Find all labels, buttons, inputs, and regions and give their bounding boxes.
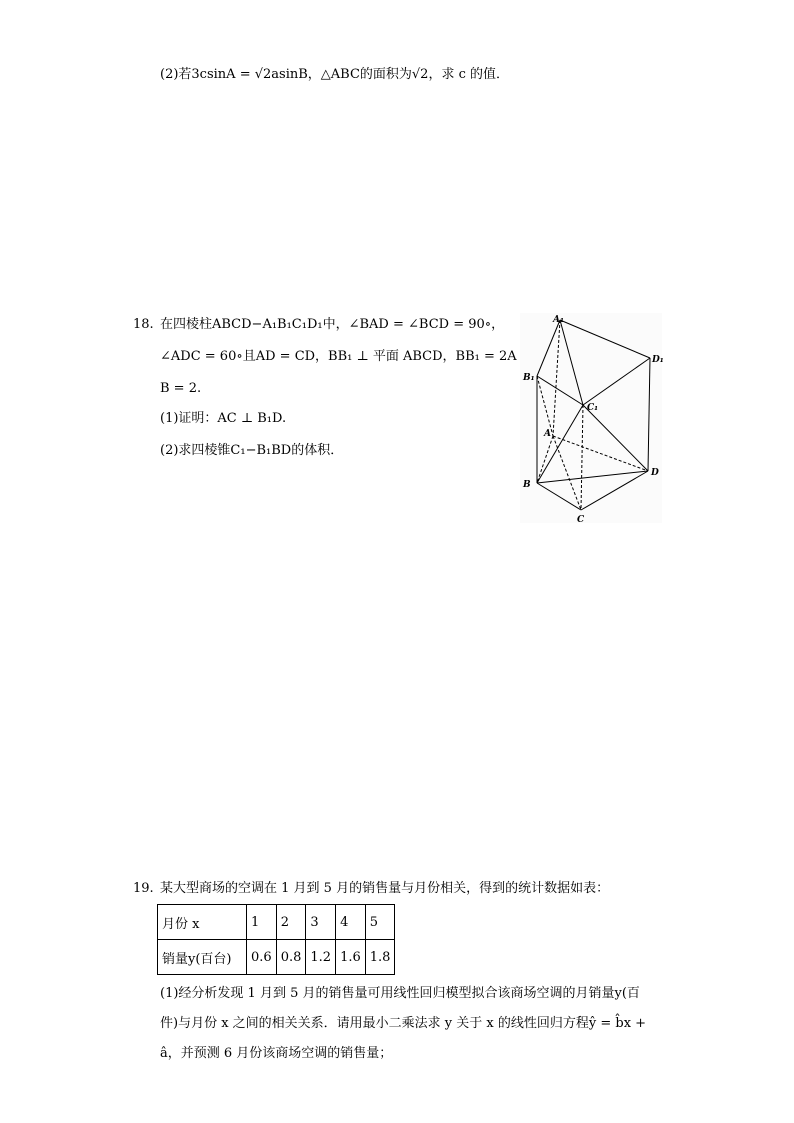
label-b: B bbox=[523, 480, 531, 490]
table-cell: 0.8 bbox=[276, 940, 306, 975]
table-row bbox=[158, 905, 395, 940]
q17-part2: (2)若3csinA = √2asinB，△ABC的面积为√2，求 c 的值． bbox=[160, 67, 510, 82]
table-cell: 4 bbox=[336, 905, 366, 940]
table-row-header: 销量y(百台) bbox=[158, 940, 247, 975]
q19-part1-line1: (1)经分析发现 1 月到 5 月的销售量可用线性回归模型拟合该商场空调的月销量y(百 bbox=[160, 986, 640, 1001]
table-cell: 2 bbox=[276, 905, 306, 940]
table-cell: 1.6 bbox=[336, 940, 366, 975]
table-cell: 0.6 bbox=[247, 940, 277, 975]
table-cell: 1 bbox=[247, 905, 277, 940]
q19-part1-line3: â，并预测 6 月份该商场空调的销售量； bbox=[160, 1046, 393, 1061]
label-b1: B₁ bbox=[523, 373, 535, 383]
q19-intro: 某大型商场的空调在 1 月到 5 月的销售量与月份相关，得到的统计数据如表： bbox=[160, 881, 610, 896]
q18-part2: (2)求四棱锥C₁−B₁BD的体积． bbox=[160, 443, 344, 458]
table-row bbox=[158, 940, 395, 975]
q19-part1-line2: 件)与月份 x 之间的相关关系．请用最小二乘法求 y 关于 x 的线性回归方程ŷ = b̂x + bbox=[160, 1016, 647, 1031]
q18-line3: B = 2. bbox=[160, 381, 202, 396]
sales-table bbox=[157, 904, 395, 975]
table-cell: 1.2 bbox=[306, 940, 336, 975]
prism-figure bbox=[515, 308, 665, 528]
q18-number: 18. bbox=[133, 317, 154, 332]
label-c1: C₁ bbox=[587, 403, 599, 413]
label-a1: A₁ bbox=[553, 315, 564, 325]
label-d: D bbox=[651, 468, 659, 478]
label-d1: D₁ bbox=[652, 355, 664, 365]
table-row-header: 月份 x bbox=[158, 905, 247, 940]
q18-line1: 在四棱柱ABCD−A₁B₁C₁D₁中，∠BAD = ∠BCD = 90∘， bbox=[160, 317, 505, 332]
table-cell: 5 bbox=[365, 905, 395, 940]
table-cell: 3 bbox=[306, 905, 336, 940]
q18-line2: ∠ADC = 60∘且AD = CD，BB₁ ⊥ 平面 ABCD，BB₁ = 2A bbox=[160, 349, 517, 364]
label-a: A bbox=[544, 429, 551, 439]
table-cell: 1.8 bbox=[365, 940, 395, 975]
label-c: C bbox=[577, 515, 585, 525]
q19-number: 19. bbox=[133, 881, 154, 896]
q18-part1: (1)证明：AC ⊥ B₁D. bbox=[160, 411, 287, 426]
